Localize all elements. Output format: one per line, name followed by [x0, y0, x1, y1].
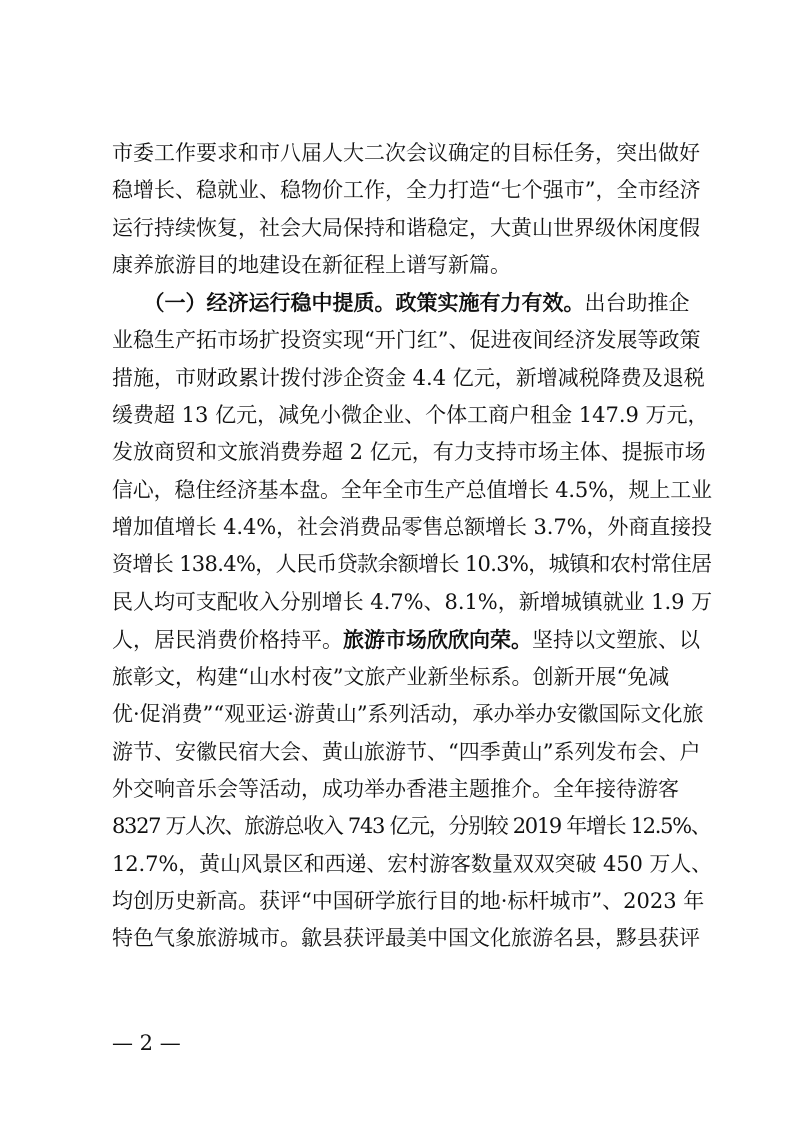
text-line: 增加值增长 4.4%，社会消费品零售总额增长 3.7%，外商直接投: [112, 514, 712, 539]
text-line: 游节、安徽民宿大会、黄山旅游节、“四季黄山”系列发布会、户: [112, 739, 701, 764]
text-line: 运行持续恢复，社会大局保持和谐稳定，大黄山世界级休闲度假: [112, 215, 700, 240]
text-run: 坚持以文塑旅、以: [532, 627, 700, 652]
text-line: 外交响音乐会等活动，成功举办香港主题推介。全年接待游客: [112, 777, 679, 802]
text-line: 优·促消费”“观亚运·游黄山”系列活动，承办举办安徽国际文化旅: [112, 702, 704, 727]
text-line: 市委工作要求和市八届人大二次会议确定的目标任务，突出做好: [112, 141, 700, 165]
text-line: 发放商贸和文旅消费券超 2 亿元，有力支持市场主体、提振市场: [112, 440, 706, 465]
text-line: 稳增长、稳就业、稳物价工作，全力打造“七个强市”，全市经济: [112, 178, 701, 203]
section-heading-economy: （一）经济运行稳中提质。政策实施有力有效。: [154, 290, 585, 316]
text-line: 12.7%，黄山风景区和西递、宏村游客数量双双突破 450 万人、: [112, 851, 713, 876]
text-run: 人，居民消费价格持平。: [112, 627, 343, 652]
text-line: [112, 621, 712, 659]
text-line: 信心，稳住经济基本盘。全年全市生产总值增长 4.5%，规上工业: [112, 477, 712, 502]
text-line: 缓费超 13 亿元，减免小微企业、个体工商户租金 147.9 万元，: [112, 403, 709, 428]
text-line: 旅彰文，构建“山水村夜”文旅产业新坐标系。创新开展“免减: [112, 665, 670, 690]
text-line: 均创历史新高。获评“中国研学旅行目的地·标杆城市”、2023 年: [112, 888, 705, 913]
body-text: [112, 135, 712, 958]
page-number: — 2 —: [112, 1031, 181, 1055]
text-line: 措施，市财政累计拨付涉企资金 4.4 亿元，新增减税降费及退税: [112, 365, 705, 390]
paragraph-indent: [112, 291, 154, 315]
subheading-tourism: 旅游市场欣欣向荣。: [343, 626, 532, 652]
text-run: 出台助推企: [584, 291, 690, 316]
text-line: 8327 万人次、旅游总收入 743 亿元，分别较 2019 年增长 12.5%、: [112, 814, 711, 839]
text-line: 民人均可支配收入分别增长 4.7%、8.1%，新增城镇就业 1.9 万: [112, 589, 713, 614]
text-line: 康养旅游目的地建设在新征程上谱写新篇。: [112, 252, 511, 277]
text-line: 业稳生产拓市场扩投资实现“开门红”、促进夜间经济发展等政策: [112, 328, 701, 353]
text-line: 特色气象旅游城市。歙县获评最美中国文化旅游名县，黟县获评: [112, 926, 700, 951]
text-line: [112, 284, 712, 322]
text-line: 资增长 138.4%，人民币贷款余额增长 10.3%，城镇和农村常住居: [112, 552, 712, 577]
